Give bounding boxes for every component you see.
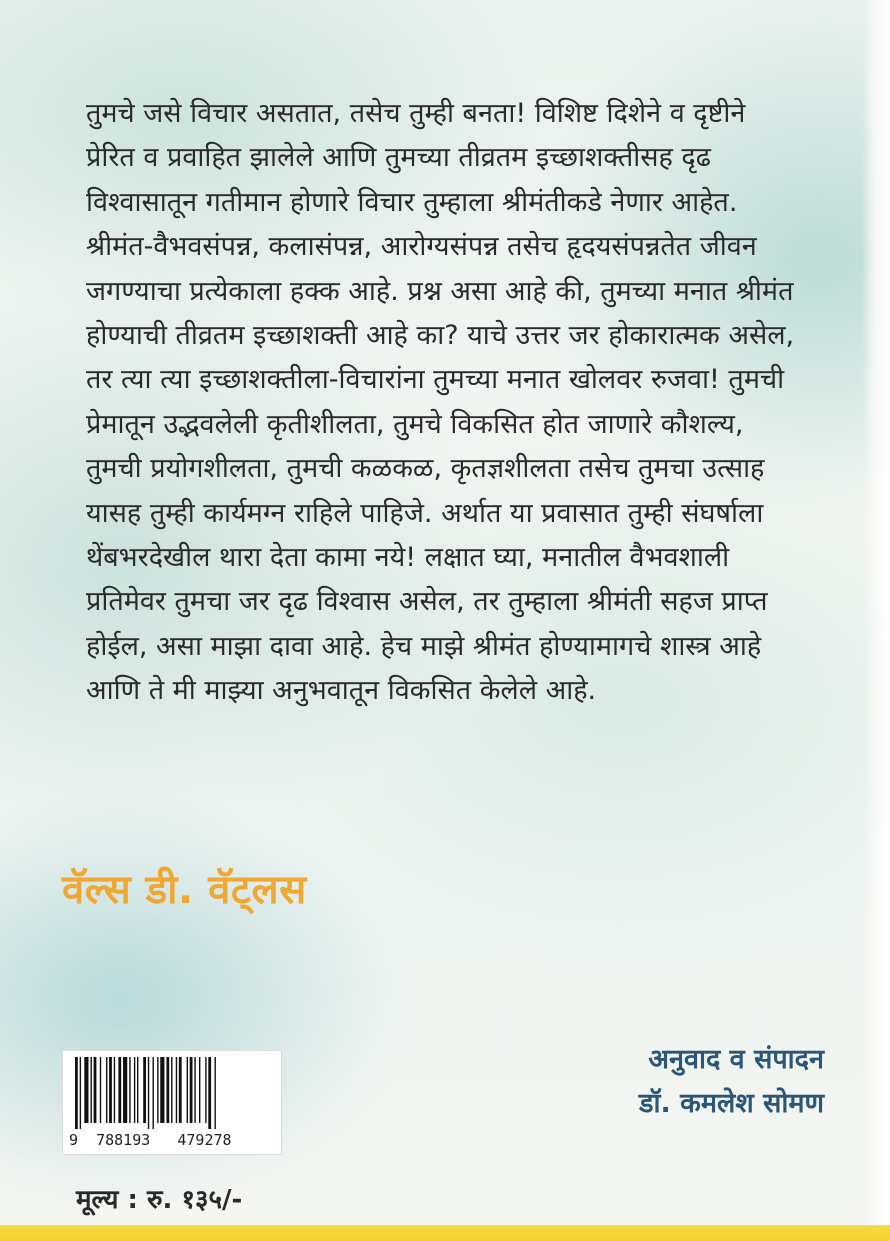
isbn-prefix: 9 [69,1131,79,1149]
blurb-text [86,92,828,713]
barcode-bar [118,1057,121,1123]
blurb-line: जगण्याचा प्रत्येकाला हक्क आहे. प्रश्न असा आहे की, तुमच्या मनात श्रीमंत [86,275,794,307]
barcode-bar [148,1057,149,1129]
barcode-bar [106,1057,107,1123]
spine-edge [862,0,890,1241]
blurb-line: श्रीमंत-वैभवसंपन्न, कलासंपन्न, आरोग्यसंपन्न तसेच हृदयसंपन्नतेत जीवन [86,231,757,263]
barcode-bar [153,1057,154,1129]
barcode-bar [176,1057,177,1123]
translator-name: डॉ. कमलेश सोमण [639,1088,824,1119]
isbn-digits [69,1131,275,1149]
barcode-bar [123,1057,127,1123]
barcode-bar [187,1057,188,1123]
barcode-bar [171,1057,172,1123]
blurb-line: विश्वासातून गतीमान होणारे विचार तुम्हाला श्रीमंतीकडे नेणार आहेत. [86,186,738,218]
blurb-line: प्रेरित व प्रवाहित झालेले आणि तुमच्या तीव्रतम इच्छाशक्तीसह दृढ [86,142,711,174]
barcode-bar [166,1057,169,1123]
blurb-line: होण्याची तीव्रतम इच्छाशक्ती आहे का? याचे उत्तर जर होकारात्मक असेल, [86,319,795,351]
barcode-bar [114,1057,115,1123]
blurb-line: आणि ते मी माझ्या अनुभवातून विकसित केलेले आहे. [86,675,597,707]
translator-block [639,1038,824,1126]
blurb-line: प्रतिमेवर तुमचा जर दृढ विश्वास असेल, तर तुम्हाला श्रीमंती सहज प्राप्त [86,586,768,618]
barcode-bar [143,1057,146,1123]
barcode-bar [215,1057,216,1129]
barcode-bar [94,1057,97,1123]
author-name: वॅल्स डी. वॅट्लस [62,867,307,913]
price-label: मूल्य : रु. १३५/- [76,1185,243,1215]
barcode-bar [160,1057,164,1123]
blurb-line: यासह तुम्ही कार्यमग्न राहिले पाहिजे. अर्थात या प्रवासात तुम्ही संघर्षाला [86,497,764,529]
blurb-line: तर त्या त्या इच्छाशक्तीला-विचारांना तुमच्या मनात खोलवर रुजवा! तुमची [86,364,785,396]
isbn-barcode [62,1050,282,1155]
blurb-line: तुमचे जसे विचार असतात, तसेच तुम्ही बनता! विशिष्ट दिशेने व दृष्टीने [86,98,746,129]
barcode-bar [157,1057,158,1123]
bottom-color-band [0,1225,890,1241]
barcode-bar [199,1057,200,1123]
barcode-bars [71,1057,273,1129]
barcode-bar [134,1057,135,1123]
barcode-bar [129,1057,130,1123]
barcode-bar [208,1057,211,1129]
blurb-line: प्रेमातून उद्भवलेली कृतीशीलता, तुमचे विकसित होत जाणारे कौशल्य, [86,408,744,440]
translator-label: अनुवाद व संपादन [648,1044,824,1075]
blurb-line: थेंबभरदेखील थारा देता कामा नये! लक्षात घ्या, मनातील वैभवशाली [86,541,730,573]
isbn-group-1: 788193 [96,1131,151,1149]
blurb-line: होईल, असा माझा दावा आहे. हेच माझे श्रीमंत होण्यामागचे शास्त्र आहे [86,630,762,662]
barcode-bar [75,1057,78,1129]
barcode-bar [91,1057,92,1123]
barcode-bar [137,1057,138,1123]
barcode-bar [109,1057,112,1123]
isbn-group-2: 479278 [177,1131,232,1149]
barcode-bar [179,1057,182,1123]
barcode-bar [205,1057,206,1123]
barcode-bar [84,1057,88,1123]
barcode-bar [100,1057,101,1123]
barcode-bar [194,1057,195,1123]
barcode-bar [190,1057,193,1123]
blurb-line: तुमची प्रयोगशीलता, तुमची कळकळ, कृतज्ञशीलता तसेच तुमचा उत्साह [86,453,765,485]
barcode-bar [80,1057,81,1129]
